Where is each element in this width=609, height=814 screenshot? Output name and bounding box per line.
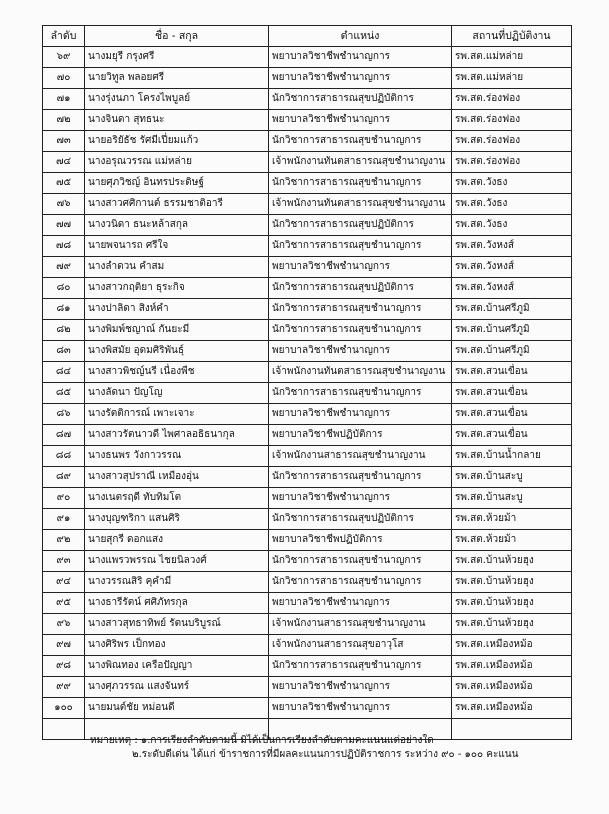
cell-order: ๙๐ [43,488,85,509]
table-row [43,383,572,404]
cell-workplace: รพ.สต.สวนเขื่อน [452,362,572,383]
cell-order: ๗๙ [43,257,85,278]
cell-position: เจ้าพนักงานทันตสาธารณสุขชำนาญงาน [269,152,452,173]
cell-workplace: รพ.สต.บ้านศรีภูมิ [452,341,572,362]
table-row [43,341,572,362]
table-row [43,635,572,656]
table-row [43,89,572,110]
cell-order: ๑๐๐ [43,698,85,719]
cell-workplace: รพ.สต.เหมืองหม้อ [452,656,572,677]
table-row [43,152,572,173]
cell-order: ๗๘ [43,236,85,257]
cell-position: พยาบาลวิชาชีพชำนาญการ [269,110,452,131]
cell-position: นักวิชาการสาธารณสุขชำนาญการ [269,551,452,572]
cell-name: นางรัตติการณ์ เพาะเจาะ [85,404,269,425]
cell-position: นักวิชาการสาธารณสุขปฏิบัติการ [269,89,452,110]
cell-order: ๘๘ [43,446,85,467]
cell-position: พยาบาลวิชาชีพชำนาญการ [269,593,452,614]
cell-order: ๗๒ [43,110,85,131]
table-row [43,194,572,215]
cell-position: นักวิชาการสาธารณสุขปฏิบัติการ [269,509,452,530]
cell-position: พยาบาลวิชาชีพชำนาญการ [269,404,452,425]
table-row [43,530,572,551]
cell-order: ๗๗ [43,215,85,236]
table-row [43,551,572,572]
table-row [43,509,572,530]
cell-name: นางสาวพิชญ์นรี เนื่องพืช [85,362,269,383]
cell-name: นางแพรวพรรณ ไชยนิลวงศ์ [85,551,269,572]
table-row [43,467,572,488]
cell-workplace: รพ.สต.บ้านห้วยฮุง [452,572,572,593]
cell-name: นางอรุณวรรณ แม่หล่าย [85,152,269,173]
cell-name: นางรุ่งนภา โครงไพบูลย์ [85,89,269,110]
cell-name: นางสาวศศิกานต์ ธรรมชาติอารี [85,194,269,215]
table-row [43,236,572,257]
cell-order: ๙๒ [43,530,85,551]
table-header-row [43,26,572,47]
cell-position: พยาบาลวิชาชีพชำนาญการ [269,257,452,278]
table-row [43,215,572,236]
cell-order: ๗๐ [43,68,85,89]
cell-workplace: รพ.สต.ร่องฟอง [452,131,572,152]
table-row [43,110,572,131]
cell-position: นักวิชาการสาธารณสุขชำนาญการ [269,656,452,677]
cell-workplace: รพ.สต.ร่องฟอง [452,89,572,110]
cell-position: เจ้าพนักงานสาธารณสุขอาวุโส [269,635,452,656]
cell-position: พยาบาลวิชาชีพชำนาญการ [269,698,452,719]
cell-order: ๖๙ [43,47,85,68]
table-row [43,698,572,719]
cell-name: นางสาวสุปราณี เหมืองอุ่น [85,467,269,488]
cell-name: นางสาวสุทธาทิพย์ รัตนบริบูรณ์ [85,614,269,635]
cell-order: ๙๙ [43,677,85,698]
cell-name: นางธารีรัตน์ ศศิภัทรกุล [85,593,269,614]
cell-order: ๗๕ [43,173,85,194]
cell-name: นายวิทูล พลอยศรี [85,68,269,89]
cell-name: นางลัดนา ปัญโญ [85,383,269,404]
cell-name: นางพิณทอง เครือปัญญา [85,656,269,677]
cell-position: พยาบาลวิชาชีพชำนาญการ [269,488,452,509]
remarks [90,734,518,762]
cell-position: พยาบาลวิชาชีพชำนาญการ [269,47,452,68]
cell-order: ๙๗ [43,635,85,656]
cell-name: นายอริยัธัช รัศมีเปี่ยมแก้ว [85,131,269,152]
cell-workplace: รพ.สต.ร่องฟอง [452,110,572,131]
table-row [43,425,572,446]
cell-order: ๗๔ [43,152,85,173]
cell-name: นางสาวรัตนาวดี ไพศาลอธิธนากุล [85,425,269,446]
cell-order: ๙๓ [43,551,85,572]
cell-name: นายสุกรี ดอกแสง [85,530,269,551]
cell-workplace: รพ.สต.บ้านห้วยฮุง [452,614,572,635]
cell-position: นักวิชาการสาธารณสุขปฏิบัติการ [269,215,452,236]
cell-order: ๙๔ [43,572,85,593]
remark-line-2: ๒.ระดับดีเด่น ได้แก่ ข้าราชการที่มีผลคะแนนการปฏิบัติราชการ ระหว่าง ๙๐ - ๑๐๐ คะแนน [132,749,519,760]
cell-name: นางเนตรฤดี ทับทิมโต [85,488,269,509]
cell-workplace: รพ.สต.วังหงส์ [452,236,572,257]
cell-workplace: รพ.สต.บ้านสะบู [452,488,572,509]
table-row [43,362,572,383]
table-row [43,131,572,152]
table-row [43,257,572,278]
cell-workplace: รพ.สต.บ้านห้วยฮุง [452,593,572,614]
cell-name: นางศิริพร เป็กทอง [85,635,269,656]
cell-workplace: รพ.สต.เหมืองหม้อ [452,698,572,719]
cell-workplace: รพ.สต.วังธง [452,194,572,215]
cell-name: นางจินดา สุทธนะ [85,110,269,131]
cell-order: ๘๗ [43,425,85,446]
cell-order: ๙๑ [43,509,85,530]
cell-position: นักวิชาการสาธารณสุขปฏิบัติการ [269,278,452,299]
cell-workplace: รพ.สต.บ้านสะบู [452,467,572,488]
personnel-table [42,25,572,740]
cell-workplace: รพ.สต.สวนเขื่อน [452,404,572,425]
cell-order: ๙๖ [43,614,85,635]
cell-workplace: รพ.สต.วังหงส์ [452,278,572,299]
cell-order: ๗๖ [43,194,85,215]
header-order: ลำดับ [43,26,85,47]
cell-workplace: รพ.สต.แม่หล่าย [452,47,572,68]
table-row [43,299,572,320]
cell-name: นางพิสมัย อุดมศิริพันธุ์ [85,341,269,362]
table-row [43,446,572,467]
cell-order: ๘๖ [43,404,85,425]
table-row [43,488,572,509]
table-body [43,47,572,740]
cell-name: นางปาลิดา สิงห์คำ [85,299,269,320]
cell-name: นายศุภวิชญ์ อินทรประดิษฐ์ [85,173,269,194]
empty-cell [43,719,85,740]
cell-order: ๘๑ [43,299,85,320]
cell-position: นักวิชาการสาธารณสุขชำนาญการ [269,572,452,593]
cell-workplace: รพ.สต.เหมืองหม้อ [452,677,572,698]
cell-order: ๗๓ [43,131,85,152]
cell-order: ๘๐ [43,278,85,299]
cell-name: นางธนพร วังกาวรรณ [85,446,269,467]
table-row [43,278,572,299]
header-workplace: สถานที่ปฏิบัติงาน [452,26,572,47]
cell-name: นางวนิดา ธนะหล้าสกุล [85,215,269,236]
cell-position: นักวิชาการสาธารณสุขชำนาญการ [269,236,452,257]
table-row [43,593,572,614]
table-row [43,404,572,425]
table-row [43,656,572,677]
cell-order: ๙๕ [43,593,85,614]
cell-workplace: รพ.สต.บ้านห้วยฮุง [452,551,572,572]
table-row [43,677,572,698]
cell-workplace: รพ.สต.ร่องฟอง [452,152,572,173]
header-position: ตำแหน่ง [269,26,452,47]
table-row [43,173,572,194]
cell-order: ๘๙ [43,467,85,488]
cell-workplace: รพ.สต.ห้วยม้า [452,530,572,551]
cell-workplace: รพ.สต.ห้วยม้า [452,509,572,530]
cell-workplace: รพ.สต.บ้านศรีภูมิ [452,299,572,320]
cell-workplace: รพ.สต.วังหงส์ [452,257,572,278]
cell-workplace: รพ.สต.บ้านศรีภูมิ [452,320,572,341]
table-row [43,68,572,89]
cell-workplace: รพ.สต.แม่หล่าย [452,68,572,89]
table-row [43,614,572,635]
cell-name: นายมนต์ชัย หม่อนดี [85,698,269,719]
cell-position: นักวิชาการสาธารณสุขชำนาญการ [269,467,452,488]
cell-position: พยาบาลวิชาชีพชำนาญการ [269,68,452,89]
cell-workplace: รพ.สต.วังธง [452,215,572,236]
table-row [43,320,572,341]
cell-order: ๘๓ [43,341,85,362]
cell-name: นางสาวกฤติยา ธุระกิจ [85,278,269,299]
header-name: ชื่อ - สกุล [85,26,269,47]
cell-workplace: รพ.สต.เหมืองหม้อ [452,635,572,656]
cell-order: ๘๕ [43,383,85,404]
cell-position: เจ้าพนักงานทันตสาธารณสุขชำนาญงาน [269,362,452,383]
cell-position: พยาบาลวิชาชีพปฏิบัติการ [269,425,452,446]
remark-line-1: หมายเหตุ : ๑.การเรียงลำดับตามนี้ มิได้เป็นการเรียงลำดับตามคะแนนแต่อย่างใด [90,735,434,746]
cell-position: เจ้าพนักงานสาธารณสุขชำนาญงาน [269,614,452,635]
cell-position: นักวิชาการสาธารณสุขชำนาญการ [269,173,452,194]
cell-name: นางลำดวน คำสม [85,257,269,278]
cell-name: นางวรรณสิริ คุคำมี [85,572,269,593]
cell-order: ๘๔ [43,362,85,383]
cell-position: นักวิชาการสาธารณสุขชำนาญการ [269,320,452,341]
cell-position: นักวิชาการสาธารณสุขชำนาญการ [269,383,452,404]
table-row [43,47,572,68]
cell-order: ๙๘ [43,656,85,677]
cell-order: ๗๑ [43,89,85,110]
cell-workplace: รพ.สต.สวนเขื่อน [452,425,572,446]
cell-order: ๘๒ [43,320,85,341]
cell-name: นางศุภวรรณ แสงจันทร์ [85,677,269,698]
cell-position: นักวิชาการสาธารณสุขชำนาญการ [269,131,452,152]
cell-position: เจ้าพนักงานทันตสาธารณสุขชำนาญงาน [269,194,452,215]
cell-workplace: รพ.สต.วังธง [452,173,572,194]
cell-position: นักวิชาการสาธารณสุขชำนาญการ [269,299,452,320]
cell-name: นางมยุรี กรุงศรี [85,47,269,68]
cell-position: พยาบาลวิชาชีพปฏิบัติการ [269,530,452,551]
cell-name: นางพิมพ์ชญาณ์ กันยะมี [85,320,269,341]
cell-position: พยาบาลวิชาชีพชำนาญการ [269,341,452,362]
cell-workplace: รพ.สต.บ้านน้ำกลาย [452,446,572,467]
cell-workplace: รพ.สต.สวนเขื่อน [452,383,572,404]
cell-position: พยาบาลวิชาชีพชำนาญการ [269,677,452,698]
cell-position: เจ้าพนักงานสาธารณสุขชำนาญงาน [269,446,452,467]
table-row [43,572,572,593]
cell-name: นายพจนารถ ศรีใจ [85,236,269,257]
cell-name: นางบุญฑริกา แสนศิริ [85,509,269,530]
